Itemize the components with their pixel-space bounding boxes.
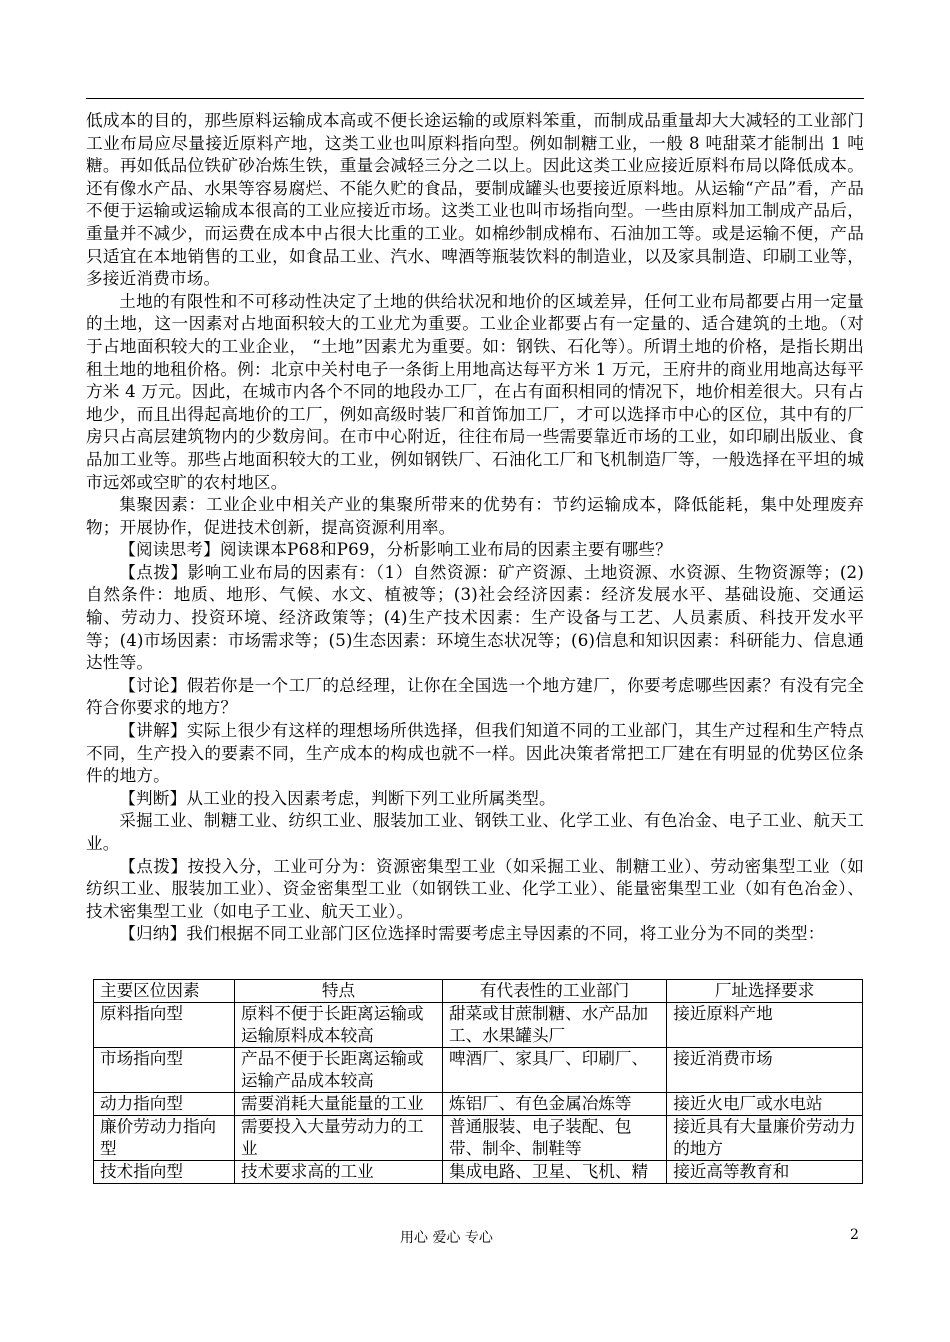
table-cell: 接近具有大量廉价劳动力的地方 [667,1116,863,1161]
table-cell: 原料不便于长距离运输或运输原料成本较高 [235,1003,443,1048]
paragraph-raw-material-market: 低成本的目的，那些原料运输成本高或不便长途运输的或原料笨重，而制成品重量却大大减轻的工业部门工业布局应尽量接近原料产地，这类工业也叫原料指向型。例如制糖工业，一般 8 吨甜菜才能制出 1 吨糖。再如低品位铁矿砂冶炼生铁，重量会减轻三分之二以上。因此这类工业应接近原料布局以降低成本。还有像水产品、水果等容易腐烂、不能久贮的食品，要制成罐头也要接近原料地。从运输“产品”看，产品不便于运输或运输成本很高的工业应接近市场。这类工业也叫市场指向型。一些由原料加工制成产品后，重量并不减少，而运费在成本中占很大比重的工业。如棉纱制成棉布、石油加工等。或是运输不便，产品只适宜在本地销售的工业，如食品工业、汽水、啤酒等瓶装饮料的制造业，以及家具制造、印刷工业等，多接近消费市场。 [86,111,864,289]
table-row [94,1003,863,1048]
table-header-row [94,980,863,1003]
table-cell: 炼铝厂、有色金属冶炼等 [442,1093,666,1116]
paragraph-explanation: 【讲解】实际上很少有这样的理想场所供选择，但我们知道不同的工业部门，其生产过程和生产特点不同，生产投入的要素不同，生产成本的构成也就不一样。因此决策者常把工厂建在有明显的优势区位条件的地方。 [86,721,864,786]
table-cell: 啤酒厂、家具厂、印刷厂、 [442,1048,666,1093]
paragraph-industry-list: 采掘工业、制糖工业、纺织工业、服装加工业、钢铁工业、化学工业、有色冶金、电子工业、航天工业。 [86,811,864,853]
table-cell: 甜菜或甘蔗制糖、水产品加工、水果罐头厂 [442,1003,666,1048]
table-cell: 接近原料产地 [667,1003,863,1048]
table-header-cell: 厂址选择要求 [667,980,863,1003]
table-row [94,1093,863,1116]
table-cell: 接近高等教育和 [667,1161,863,1184]
table-cell: 原料指向型 [94,1003,235,1048]
paragraph-summary-intro: 【归纳】我们根据不同工业部门区位选择时需要考虑主导因素的不同，将工业分为不同的类型： [119,924,825,944]
paragraph-discussion: 【讨论】假若你是一个工厂的总经理，让你在全国选一个地方建厂，你要考虑哪些因素？有没有完全符合你要求的地方？ [86,675,864,718]
table-header-cell: 特点 [235,980,443,1003]
table-cell: 接近火电厂或水电站 [667,1093,863,1116]
paragraph-land-factor: 土地的有限性和不可移动性决定了土地的供给状况和地价的区域差异，任何工业布局都要占用一定量的土地，这一因素对占地面积较大的工业尤为重要。工业企业都要占有一定量的、适合建筑的土地。（对于占地面积较大的工业企业， “土地”因素尤为重要。如：钢铁、石化等）。所谓土地的价格，是指长期出租土地的地租价格。例：北京中关村电子一条街上用地高达每平方米 1 万元，王府井的商业用地高达每平方米 4 万元。因此，在城市内各个不同的地段办工厂，在占有面积相同的情况下，地价相差很大。只有占地少，而且出得起高地价的工厂，例如高级时装厂和首饰加工厂，才可以选择市中心的区位，其中有的厂房只占高层建筑物内的少数房间。在市中心附近，往往布局一些需要靠近市场的工业，如印刷出版业、食品加工业等。那些占地面积较大的工业，例如钢铁厂、石油化工厂和飞机制造厂等，一般选择在平坦的城市远郊或空旷的农村地区。 [86,291,864,492]
table-row [94,1048,863,1093]
body-text [86,110,864,946]
table-row [94,1116,863,1161]
table-row [94,1161,863,1184]
paragraph-agglomeration: 集聚因素：工业企业中相关产业的集聚所带来的优势有：节约运输成本，降低能耗，集中处理废弃物；开展协作，促进技术创新，提高资源利用率。 [86,495,864,537]
table-cell: 动力指向型 [94,1093,235,1116]
table-cell: 市场指向型 [94,1048,235,1093]
table-cell: 集成电路、卫星、飞机、精 [442,1161,666,1184]
table-cell: 产品不便于长距离运输或运输产品成本较高 [235,1048,443,1093]
table-cell: 技术要求高的工业 [235,1161,443,1184]
footer-motto: 用心 爱心 专心 [400,1230,493,1246]
paragraph-reading-question: 【阅读思考】阅读课本P68和P69，分析影响工业布局的因素主要有哪些？ [119,540,672,560]
header-rule [86,98,864,99]
page-number: 2 [850,1227,859,1243]
paragraph-hint-types: 【点拨】按投入分，工业可分为：资源密集型工业（如采掘工业、制糖工业）、劳动密集型工业（如纺织工业、服装加工业）、资金密集型工业（如钢铁工业、化学工业）、能量密集型工业（如有色冶金）、技术密集型工业（如电子工业、航天工业）。 [86,856,864,921]
table-header-cell: 主要区位因素 [94,980,235,1003]
industry-location-table [93,979,863,1184]
table-cell: 需要投入大量劳动力的工业 [235,1116,443,1161]
paragraph-judgement: 【判断】从工业的投入因素考虑，判断下列工业所属类型。 [119,788,556,808]
table-cell: 接近消费市场 [667,1048,863,1093]
table-cell: 技术指向型 [94,1161,235,1184]
paragraph-hint-factors: 【点拨】影响工业布局的因素有：（1）自然资源：矿产资源、土地资源、水资源、生物资源等；(2)自然条件：地质、地形、气候、水文、植被等；(3)社会经济因素：经济发展水平、基础设施、交通运输、劳动力、投资环境、经济政策等；(4)生产技术因素：生产设备与工艺、人员素质、科技开发水平等；(4)市场因素：市场需求等；(5)生态因素：环境生态状况等；(6)信息和知识因素：科研能力、信息通达性等。 [86,562,864,673]
table-cell: 需要消耗大量能量的工业 [235,1093,443,1116]
table-cell: 普通服装、电子装配、包带、制伞、制鞋等 [442,1116,666,1161]
table-header-cell: 有代表性的工业部门 [442,980,666,1003]
table-cell: 廉价劳动力指向型 [94,1116,235,1161]
